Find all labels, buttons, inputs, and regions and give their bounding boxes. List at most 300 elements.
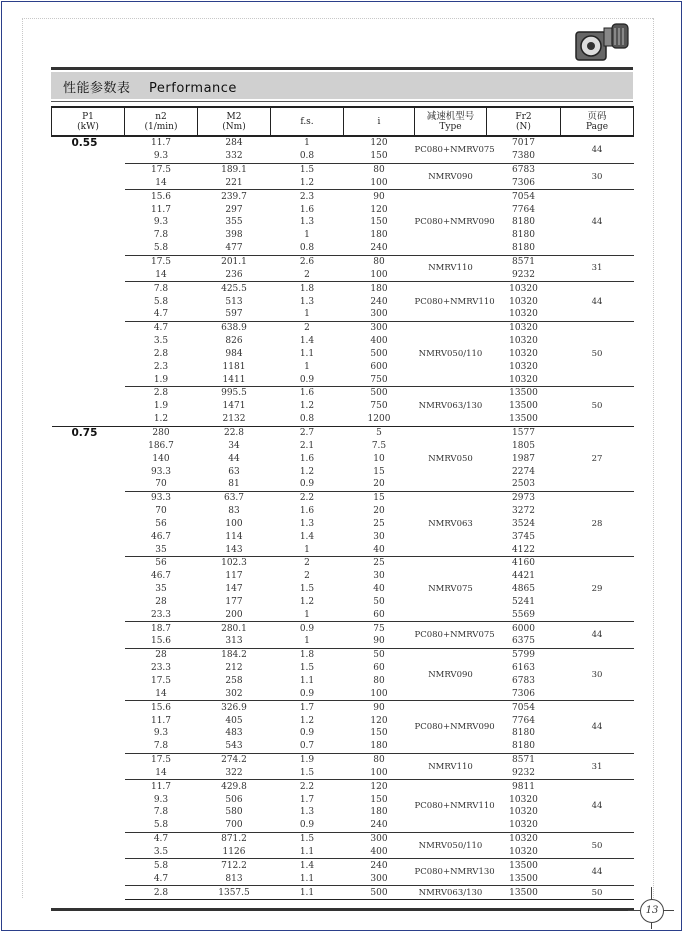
output-speed: 7.8 — [125, 282, 198, 295]
output-speed: 1.2 — [153, 414, 169, 425]
gearbox-type: PC080+NMRV110 — [415, 780, 487, 832]
service-factor: 1.5 — [271, 832, 344, 845]
ratio: 90 — [344, 701, 415, 714]
power-value: 0.55 — [71, 137, 98, 149]
table-row — [52, 635, 634, 648]
ratio: 30 — [373, 531, 385, 542]
service-factor: 1.2 — [299, 715, 315, 726]
ratio: 80 — [344, 753, 415, 766]
output-torque: 2132 — [222, 414, 246, 425]
radial-load: 3745 — [512, 531, 535, 542]
ratio: 750 — [370, 401, 388, 412]
output-speed: 7.8 — [153, 807, 169, 818]
gearbox-type: NMRV090 — [415, 163, 487, 190]
ratio: 80 — [373, 676, 385, 687]
output-torque: 212 — [225, 663, 243, 674]
table-row — [52, 426, 634, 439]
ratio: 40 — [373, 544, 385, 555]
service-factor: 2.1 — [299, 440, 315, 451]
gearbox-type: NMRV050/110 — [415, 321, 487, 386]
service-factor: 1.7 — [271, 701, 344, 714]
output-speed: 18.7 — [125, 622, 198, 635]
service-factor: 1.5 — [299, 767, 315, 778]
output-speed: 2.8 — [125, 387, 198, 400]
column-header-unit: (Nm) — [222, 121, 246, 132]
ratio: 1200 — [367, 414, 391, 425]
column-header — [52, 107, 125, 136]
ratio: 100 — [370, 767, 388, 778]
page-reference: 28 — [561, 491, 634, 556]
output-torque: 147 — [225, 584, 243, 595]
service-factor: 1 — [304, 138, 310, 149]
radial-load: 10320 — [509, 296, 538, 307]
ratio: 150 — [370, 217, 388, 228]
page-reference: 44 — [591, 144, 603, 155]
output-torque: 280.1 — [198, 622, 271, 635]
table-row — [52, 517, 634, 530]
output-torque: 100 — [225, 518, 243, 529]
table-row — [52, 832, 634, 845]
table-row — [52, 413, 634, 426]
service-factor: 2 — [271, 321, 344, 334]
service-factor: 0.9 — [299, 688, 315, 699]
ratio: 180 — [370, 741, 388, 752]
page-reference: 50 — [561, 832, 634, 859]
gearbox-type: PC080+NMRV090 — [415, 190, 487, 255]
output-torque: 63.7 — [198, 491, 271, 504]
service-factor: 1.8 — [271, 282, 344, 295]
table-row — [52, 177, 634, 190]
ratio: 240 — [370, 243, 388, 254]
ratio: 50 — [344, 648, 415, 661]
ratio: 180 — [344, 282, 415, 295]
radial-load: 1987 — [512, 453, 535, 464]
radial-load: 8180 — [512, 230, 535, 241]
output-torque: 258 — [225, 676, 243, 687]
service-factor: 2.2 — [271, 780, 344, 793]
output-speed: 3.5 — [153, 336, 169, 347]
output-torque: 239.7 — [198, 190, 271, 203]
radial-load: 13500 — [509, 414, 538, 425]
service-factor: 1.3 — [299, 807, 315, 818]
output-torque: 355 — [225, 217, 243, 228]
service-factor: 0.8 — [299, 243, 315, 254]
title-cn: 性能参数表 — [63, 81, 131, 96]
output-speed: 46.7 — [150, 571, 172, 582]
radial-load: 8571 — [487, 753, 561, 766]
ratio: 150 — [370, 728, 388, 739]
service-factor: 1.7 — [299, 794, 315, 805]
ratio: 30 — [373, 571, 385, 582]
page-reference: 44 — [561, 780, 634, 832]
column-header — [198, 107, 271, 136]
ratio: 750 — [370, 374, 388, 385]
output-speed: 15.6 — [150, 636, 172, 647]
output-speed: 93.3 — [150, 466, 172, 477]
output-torque: 597 — [225, 309, 243, 320]
service-factor: 1.2 — [299, 401, 315, 412]
radial-load: 7017 — [512, 138, 535, 149]
output-speed: 9.3 — [153, 728, 169, 739]
radial-load: 7764 — [512, 204, 535, 215]
ratio: 75 — [344, 622, 415, 635]
radial-load: 1805 — [512, 440, 535, 451]
page-reference: 31 — [561, 753, 634, 780]
output-speed: 70 — [155, 479, 167, 490]
radial-load: 13500 — [487, 387, 561, 400]
output-torque: 398 — [225, 230, 243, 241]
performance-table — [51, 106, 634, 900]
service-factor: 0.8 — [299, 414, 315, 425]
output-speed: 93.3 — [125, 491, 198, 504]
output-speed: 5.8 — [153, 820, 169, 831]
page-reference: 50 — [561, 321, 634, 386]
ratio: 500 — [370, 348, 388, 359]
column-header-label: i — [377, 116, 381, 127]
table-row — [52, 753, 634, 766]
ratio: 15 — [373, 466, 385, 477]
output-speed: 186.7 — [148, 440, 174, 451]
ratio: 120 — [370, 715, 388, 726]
column-header-label: 页码 — [587, 110, 607, 122]
table-row — [52, 335, 634, 348]
service-factor: 2 — [304, 571, 310, 582]
crop-guide-left — [22, 18, 23, 898]
radial-load: 13500 — [487, 859, 561, 872]
service-factor: 1 — [304, 636, 310, 647]
output-torque: 1357.5 — [198, 886, 271, 900]
output-speed: 56 — [125, 557, 198, 570]
radial-load: 10320 — [487, 321, 561, 334]
output-speed: 17.5 — [125, 255, 198, 268]
table-row — [52, 229, 634, 242]
output-speed: 17.5 — [125, 753, 198, 766]
radial-load: 2503 — [512, 479, 535, 490]
radial-load: 6163 — [512, 663, 535, 674]
service-factor: 1 — [304, 309, 310, 320]
table-row — [52, 767, 634, 780]
table-row — [52, 373, 634, 386]
radial-load: 6375 — [512, 636, 535, 647]
radial-load: 7306 — [512, 688, 535, 699]
table-row — [52, 687, 634, 700]
output-torque: 44 — [228, 453, 240, 464]
radial-load: 10320 — [509, 309, 538, 320]
radial-load: 8180 — [512, 728, 535, 739]
output-torque: 322 — [225, 767, 243, 778]
radial-load: 13500 — [509, 873, 538, 884]
page-reference: 44 — [561, 622, 634, 649]
table-row — [52, 859, 634, 872]
ratio: 25 — [373, 518, 385, 529]
table-row — [52, 387, 634, 400]
service-factor: 1.1 — [299, 846, 315, 857]
radial-load: 7054 — [487, 190, 561, 203]
radial-load: 13500 — [509, 401, 538, 412]
page-reference: 44 — [561, 282, 634, 322]
table-row — [52, 295, 634, 308]
table-row — [52, 622, 634, 635]
output-speed: 11.7 — [150, 138, 172, 149]
table-row — [52, 886, 634, 900]
table-row — [52, 780, 634, 793]
table-row — [52, 452, 634, 465]
service-factor: 1.3 — [299, 217, 315, 228]
section-title — [63, 77, 237, 96]
ratio: 7.5 — [371, 440, 387, 451]
ratio: 5 — [344, 426, 415, 439]
ratio: 25 — [344, 557, 415, 570]
service-factor: 2.6 — [271, 255, 344, 268]
table-row — [52, 714, 634, 727]
output-speed: 5.8 — [125, 859, 198, 872]
radial-load: 9232 — [512, 269, 535, 280]
table-row — [52, 557, 634, 570]
radial-load: 2973 — [487, 491, 561, 504]
service-factor: 0.9 — [271, 622, 344, 635]
section-header — [51, 72, 633, 99]
service-factor: 1.3 — [299, 518, 315, 529]
page-reference: 31 — [561, 255, 634, 282]
ratio: 20 — [373, 506, 385, 517]
radial-load: 10320 — [509, 820, 538, 831]
service-factor: 0.9 — [299, 820, 315, 831]
output-torque: 297 — [225, 204, 243, 215]
radial-load: 7764 — [512, 715, 535, 726]
radial-load: 4122 — [512, 544, 535, 555]
service-factor: 1.4 — [299, 531, 315, 542]
table-row — [52, 282, 634, 295]
output-speed: 2.8 — [153, 348, 169, 359]
radial-load: 6783 — [512, 676, 535, 687]
ratio: 100 — [370, 269, 388, 280]
gearbox-type: NMRV063/130 — [415, 886, 487, 900]
ratio: 300 — [344, 832, 415, 845]
output-torque: 274.2 — [198, 753, 271, 766]
service-factor: 1.5 — [299, 584, 315, 595]
gear-motor-icon — [574, 20, 630, 64]
column-header-label: M2 — [226, 111, 242, 122]
service-factor: 0.9 — [299, 728, 315, 739]
output-speed: 4.7 — [153, 873, 169, 884]
gearbox-type: PC080+NMRV090 — [415, 701, 487, 753]
service-factor: 1.5 — [271, 163, 344, 176]
output-torque: 177 — [225, 596, 243, 607]
ratio: 10 — [373, 453, 385, 464]
radial-load: 3524 — [512, 518, 535, 529]
radial-load: 8180 — [512, 741, 535, 752]
table-row — [52, 163, 634, 176]
page-reference: 29 — [561, 557, 634, 622]
output-torque: 712.2 — [198, 859, 271, 872]
output-torque: 302 — [225, 688, 243, 699]
gearbox-type: NMRV110 — [415, 753, 487, 780]
gearbox-type: PC080+NMRV075 — [414, 144, 495, 155]
crop-guide-right — [653, 18, 654, 898]
radial-load: 8180 — [512, 243, 535, 254]
table-row — [52, 819, 634, 832]
output-torque: 326.9 — [198, 701, 271, 714]
output-speed: 3.5 — [153, 846, 169, 857]
radial-load: 4160 — [487, 557, 561, 570]
top-rule — [51, 67, 633, 70]
table-row — [52, 530, 634, 543]
page-reference: 44 — [561, 701, 634, 753]
service-factor: 2.2 — [271, 491, 344, 504]
output-speed: 140 — [152, 453, 170, 464]
output-torque: 189.1 — [198, 163, 271, 176]
column-header-unit: Page — [585, 121, 609, 132]
output-speed: 2.8 — [125, 886, 198, 900]
service-factor: 2 — [271, 557, 344, 570]
service-factor: 1.1 — [299, 676, 315, 687]
ratio: 100 — [370, 177, 388, 188]
column-header — [271, 107, 344, 136]
ratio: 150 — [370, 151, 388, 162]
output-speed: 35 — [155, 584, 167, 595]
column-header-label: n2 — [155, 111, 167, 122]
page-reference: 50 — [561, 387, 634, 427]
service-factor: 1.4 — [299, 336, 315, 347]
table-row — [52, 268, 634, 281]
output-speed: 7.8 — [153, 230, 169, 241]
ratio: 100 — [370, 688, 388, 699]
radial-load: 3272 — [512, 506, 535, 517]
service-factor: 0.9 — [299, 479, 315, 490]
output-torque: 143 — [225, 544, 243, 555]
table-row — [52, 872, 634, 885]
table-row — [52, 308, 634, 321]
column-header — [415, 107, 487, 136]
table-row — [52, 648, 634, 661]
table-row — [52, 793, 634, 806]
ratio: 50 — [373, 596, 385, 607]
table-header-row — [52, 107, 634, 136]
output-speed: 5.8 — [153, 296, 169, 307]
radial-load: 13500 — [487, 886, 561, 900]
output-speed: 46.7 — [150, 531, 172, 542]
output-speed: 11.7 — [125, 780, 198, 793]
service-factor: 1.2 — [299, 596, 315, 607]
gearbox-type: NMRV063/130 — [415, 387, 487, 427]
output-torque: 332 — [225, 151, 243, 162]
table-row — [52, 348, 634, 361]
gearbox-type: PC080+NMRV110 — [415, 282, 487, 322]
service-factor: 1.8 — [271, 648, 344, 661]
output-torque: 700 — [225, 820, 243, 831]
output-torque: 1126 — [222, 846, 246, 857]
radial-load: 10320 — [509, 336, 538, 347]
output-torque: 63 — [228, 466, 240, 477]
ratio: 400 — [370, 336, 388, 347]
ratio: 500 — [344, 886, 415, 900]
ratio: 20 — [373, 479, 385, 490]
output-torque: 83 — [228, 506, 240, 517]
radial-load: 10320 — [487, 282, 561, 295]
radial-load: 10320 — [509, 348, 538, 359]
service-factor: 1.4 — [271, 859, 344, 872]
column-header — [487, 107, 561, 136]
column-header-label: 减速机型号 — [426, 110, 475, 122]
output-torque: 483 — [225, 728, 243, 739]
table-row — [52, 136, 634, 150]
service-factor: 1.2 — [299, 466, 315, 477]
header-underline — [51, 101, 633, 102]
radial-load: 7306 — [512, 177, 535, 188]
column-header-label: P1 — [82, 111, 94, 122]
radial-load: 5799 — [487, 648, 561, 661]
page-reference: 44 — [561, 859, 634, 886]
output-torque: 1411 — [222, 374, 246, 385]
output-torque: 995.5 — [198, 387, 271, 400]
service-factor: 0.9 — [299, 374, 315, 385]
output-torque: 284 — [225, 138, 243, 149]
ratio: 60 — [373, 609, 385, 620]
column-header — [561, 107, 634, 136]
output-speed: 4.7 — [125, 832, 198, 845]
table-row — [52, 583, 634, 596]
output-speed: 2.3 — [153, 361, 169, 372]
service-factor: 1.1 — [299, 873, 315, 884]
output-speed: 11.7 — [150, 204, 172, 215]
ratio: 60 — [373, 663, 385, 674]
service-factor: 1.6 — [271, 387, 344, 400]
output-speed: 35 — [155, 544, 167, 555]
service-factor: 1.1 — [271, 886, 344, 900]
ratio: 15 — [344, 491, 415, 504]
output-torque: 477 — [225, 243, 243, 254]
service-factor: 2.3 — [271, 190, 344, 203]
ratio: 150 — [370, 794, 388, 805]
table-row — [52, 491, 634, 504]
table-row — [52, 216, 634, 229]
service-factor: 2.7 — [271, 426, 344, 439]
output-torque: 22.8 — [198, 426, 271, 439]
output-speed: 15.6 — [125, 190, 198, 203]
service-factor: 2 — [304, 269, 310, 280]
table-row — [52, 608, 634, 621]
gearbox-type: NMRV075 — [415, 557, 487, 622]
ratio: 300 — [370, 309, 388, 320]
ratio: 80 — [344, 163, 415, 176]
output-speed: 17.5 — [150, 676, 172, 687]
output-speed: 4.7 — [125, 321, 198, 334]
output-torque: 425.5 — [198, 282, 271, 295]
output-torque: 114 — [225, 531, 243, 542]
ratio: 180 — [370, 230, 388, 241]
output-torque: 200 — [225, 609, 243, 620]
table-row — [52, 740, 634, 753]
table-row — [52, 662, 634, 675]
output-torque: 81 — [228, 479, 240, 490]
output-torque: 871.2 — [198, 832, 271, 845]
table-row — [52, 505, 634, 518]
column-header-unit: (N) — [516, 121, 531, 132]
ratio: 80 — [344, 255, 415, 268]
service-factor: 0.8 — [299, 151, 315, 162]
output-speed: 9.3 — [153, 151, 169, 162]
table-row — [52, 465, 634, 478]
ratio: 300 — [370, 873, 388, 884]
radial-load: 8571 — [487, 255, 561, 268]
table-row — [52, 203, 634, 216]
radial-load: 5241 — [512, 596, 535, 607]
service-factor: 1.6 — [299, 506, 315, 517]
output-torque: 221 — [225, 177, 243, 188]
service-factor: 1 — [304, 361, 310, 372]
ratio: 500 — [344, 387, 415, 400]
service-factor: 1.1 — [299, 348, 315, 359]
